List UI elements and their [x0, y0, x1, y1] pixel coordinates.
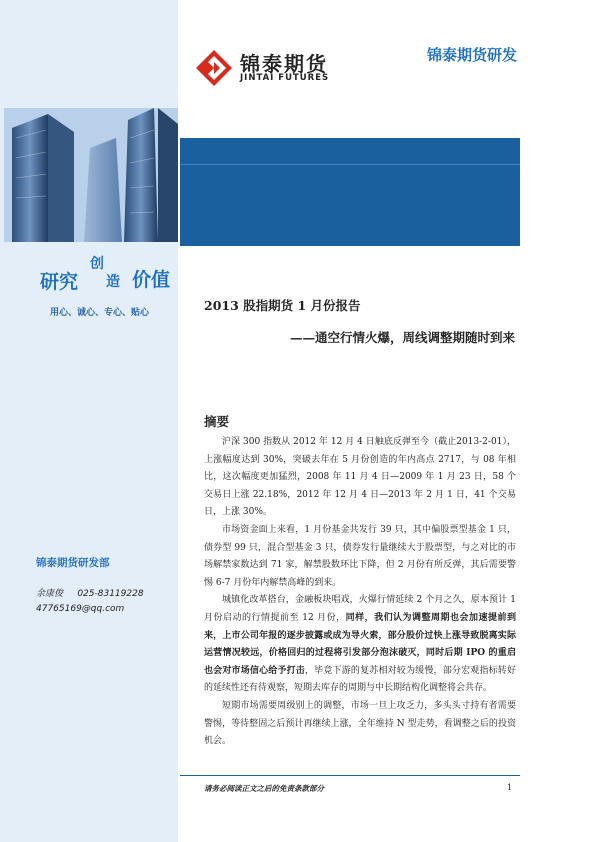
abstract-heading: 摘要 [204, 414, 230, 429]
analyst-email[interactable]: 47765169@qq.com [36, 604, 125, 614]
p3-text-c: ，毕竟下游的复苏相对较为缓慢，部分宏观指标转好的延续性还有待观察，短期去库存的周期与中长期结构化调整将会共存。 [204, 665, 516, 694]
abstract-paragraph-2: 市场资金面上来看，1 月份基金共发行 39 只，其中偏股票型基金 1 只，债券型 99 只，混合型基金 3 只，债券发行量继续大于股票型，与之对比的市场解禁家数达到 71 家，解禁股数环比下降，但 2 月份有所反弹，其后需要警惕 6-7 月份年内解禁高峰的到来。 [204, 524, 516, 588]
slogan-create-1: 创 [90, 256, 104, 272]
abstract-paragraph-4: 短期市场需要周级别上的调整，市场一旦上攻乏力，多头头寸持有者需要警惕，等待整固之后预计再继续上涨，全年维持 N 型走势，看调整之后的投资机会。 [204, 700, 516, 747]
p3-text-a: 城镇化改革搭台，金融板块唱戏，火爆行情延续 2 个月之久，原本预计 1 月份启动的行情提前至 12 月份， [204, 595, 516, 623]
report-title: 2013 股指期货 1 月份报告 [204, 298, 361, 313]
logo-chinese-name: 锦泰期货 [240, 52, 328, 76]
report-subtitle: ——通空行情火爆，周线调整期随时到来 [289, 330, 515, 345]
analyst-name: 余康俊 [36, 589, 64, 599]
brand-title: 锦泰期货研发 [426, 46, 517, 64]
logo-english-name: JINTAI FUTURES [240, 73, 330, 83]
cover-photo-skyscrapers [4, 108, 178, 242]
department-name: 锦泰期货研发部 [36, 557, 110, 569]
abstract-paragraph-1: 沪深 300 指数从 2012 年 12 月 4 日触底反弹至今（截止2013-2-01），上涨幅度达到 30%，突破去年在 5 月份创造的年内高点 2717，与 08 年相比，这次幅度更加猛烈，2008 年 11 月 4 日—2009 年 1 月 23 日，58 个交易日上涨 22.18%，2012 年 12 月 4 日—2013 年 2 月 1 日，41 个交易日，上涨 30%。 [204, 437, 516, 518]
slogan-value: 价值 [132, 269, 171, 291]
motto: 用心、诚心、专心、贴心 [50, 308, 150, 318]
skyscraper-illustration [4, 108, 178, 242]
logo-diamond-icon [194, 48, 234, 88]
abstract-paragraph-3 [204, 592, 516, 698]
p3-bold-text: 同样，我们认为调整周期也会加速提前到来，上市公司年报的逐步披露或成为导火索，部分股价过快上涨导致脱离实际运营情况较远，价格回归的过程将引发部分泡沫破灭，同时后期 IPO 的重启也会对市场信心给予打击 [204, 612, 516, 676]
page-number: 1 [507, 783, 513, 792]
footer-divider [180, 775, 520, 776]
abstract-body [204, 434, 516, 751]
banner-divider [180, 164, 520, 165]
slogan [40, 253, 180, 293]
footer-disclaimer[interactable]: 请务必阅读正文之后的免责条款部分 [204, 784, 324, 793]
slogan-research: 研究 [40, 271, 79, 293]
company-logo [194, 48, 344, 88]
slogan-create-2: 造 [106, 274, 120, 290]
analyst-contact [36, 586, 144, 599]
analyst-phone: 025-83119228 [77, 589, 144, 599]
title-banner [180, 138, 520, 246]
